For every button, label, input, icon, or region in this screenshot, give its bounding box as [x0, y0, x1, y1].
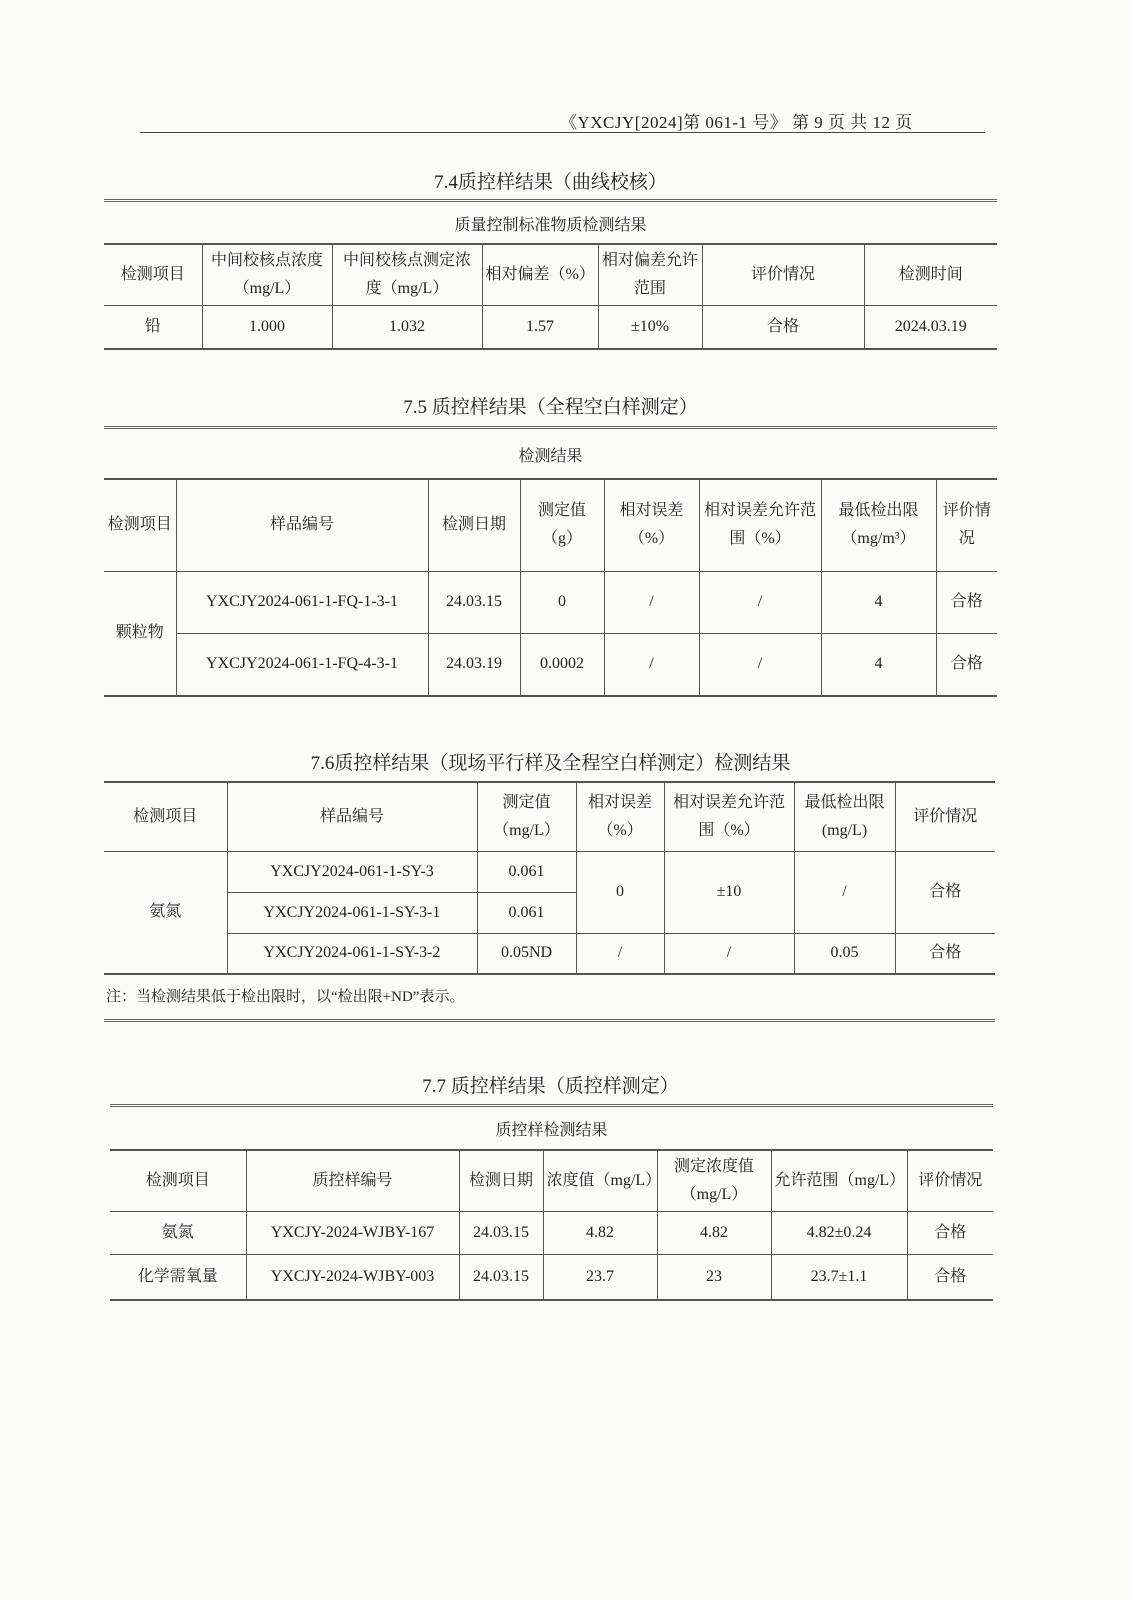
divider [104, 199, 997, 202]
cell: YXCJY2024-061-1-FQ-4-3-1 [176, 633, 428, 696]
page-header: 《YXCJY[2024]第 061-1 号》 第 9 页 共 12 页 [560, 113, 913, 132]
col-header: 相对偏差（%） [482, 244, 598, 306]
section-7-4-title: 7.4质控样结果（曲线校核） [434, 172, 667, 193]
table-row [110, 1212, 993, 1255]
table-7-7 [110, 1149, 993, 1301]
cell: 4.82 [657, 1212, 771, 1255]
table-7-6 [104, 781, 995, 975]
cell: 铅 [104, 306, 202, 349]
col-header: 测定浓度值（mg/L） [657, 1150, 771, 1212]
cell: 合格 [702, 306, 864, 349]
cell: 4.82±0.24 [771, 1212, 907, 1255]
col-header: 测定值（g） [520, 479, 604, 571]
cell: 23.7±1.1 [771, 1255, 907, 1300]
table-header-row [104, 244, 997, 306]
divider [110, 1104, 993, 1107]
cell: / [699, 633, 821, 696]
cell: YXCJY-2024-WJBY-003 [246, 1255, 459, 1300]
table-row [104, 306, 997, 349]
cell: YXCJY2024-061-1-SY-3-1 [227, 892, 477, 933]
cell: 0.0002 [520, 633, 604, 696]
table-row [110, 1255, 993, 1300]
divider [104, 426, 997, 429]
table-row [104, 633, 997, 696]
cell: 0 [520, 571, 604, 633]
cell: 合格 [936, 571, 997, 633]
col-header: 最低检出限(mg/L) [794, 782, 895, 851]
cell: 24.03.15 [459, 1255, 543, 1300]
col-header: 中间校核点浓度（mg/L） [202, 244, 332, 306]
cell: / [794, 851, 895, 933]
cell: ±10 [664, 851, 794, 933]
table-header-row [104, 479, 997, 571]
col-header: 检测项目 [104, 782, 227, 851]
cell: 0.061 [477, 851, 576, 892]
col-header: 评价情况 [907, 1150, 993, 1212]
cell: 24.03.19 [428, 633, 520, 696]
cell: YXCJY2024-061-1-SY-3-2 [227, 933, 477, 974]
cell-item: 颗粒物 [104, 571, 176, 696]
cell: YXCJY2024-061-1-SY-3 [227, 851, 477, 892]
col-header: 最低检出限（mg/m³） [821, 479, 936, 571]
col-header: 检测项目 [104, 479, 176, 571]
cell: 23 [657, 1255, 771, 1300]
col-header: 质控样编号 [246, 1150, 459, 1212]
cell: 合格 [907, 1212, 993, 1255]
table-7-5 [104, 478, 997, 697]
cell: 1.032 [332, 306, 482, 349]
section-7-7-title: 7.7 质控样结果（质控样测定） [422, 1076, 679, 1097]
cell: 1.000 [202, 306, 332, 349]
cell: 合格 [936, 633, 997, 696]
cell: 0.061 [477, 892, 576, 933]
col-header: 检测项目 [104, 244, 202, 306]
cell: 23.7 [543, 1255, 657, 1300]
cell: 24.03.15 [428, 571, 520, 633]
col-header: 相对误差允许范围（%） [664, 782, 794, 851]
col-header: 检测项目 [110, 1150, 246, 1212]
col-header: 允许范围（mg/L） [771, 1150, 907, 1212]
table-row [104, 933, 995, 974]
table-row [104, 851, 995, 892]
col-header: 样品编号 [227, 782, 477, 851]
cell: 0.05ND [477, 933, 576, 974]
table-row [104, 571, 997, 633]
table-header-row [110, 1150, 993, 1212]
cell: 2024.03.19 [864, 306, 997, 349]
table-header-row [104, 782, 995, 851]
section-7-4-subtitle: 质量控制标准物质检测结果 [454, 217, 647, 234]
table-note: 注：当检测结果低于检出限时，以“检出限+ND”表示。 [106, 989, 465, 1005]
cell: YXCJY2024-061-1-FQ-1-3-1 [176, 571, 428, 633]
section-7-5-title: 7.5 质控样结果（全程空白样测定） [403, 397, 698, 418]
cell: ±10% [598, 306, 702, 349]
col-header: 相对误差（%） [604, 479, 699, 571]
cell: 4.82 [543, 1212, 657, 1255]
cell: 0.05 [794, 933, 895, 974]
cell: 化学需氧量 [110, 1255, 246, 1300]
cell: 合格 [907, 1255, 993, 1300]
col-header: 评价情况 [895, 782, 995, 851]
col-header: 检测时间 [864, 244, 997, 306]
col-header: 测定值（mg/L） [477, 782, 576, 851]
col-header: 中间校核点测定浓度（mg/L） [332, 244, 482, 306]
col-header: 相对误差（%） [576, 782, 664, 851]
col-header: 相对偏差允许范围 [598, 244, 702, 306]
divider [104, 1019, 995, 1022]
section-7-7-subtitle: 质控样检测结果 [495, 1122, 608, 1139]
cell: 4 [821, 633, 936, 696]
cell: / [664, 933, 794, 974]
cell: 合格 [895, 851, 995, 933]
col-header: 评价情况 [936, 479, 997, 571]
header-divider [140, 132, 985, 133]
cell: / [604, 633, 699, 696]
col-header: 检测日期 [428, 479, 520, 571]
cell: 氨氮 [110, 1212, 246, 1255]
section-7-6-title: 7.6质控样结果（现场平行样及全程空白样测定）检测结果 [310, 753, 791, 774]
cell: / [699, 571, 821, 633]
cell: / [576, 933, 664, 974]
col-header: 评价情况 [702, 244, 864, 306]
col-header: 样品编号 [176, 479, 428, 571]
cell: / [604, 571, 699, 633]
col-header: 浓度值（mg/L） [543, 1150, 657, 1212]
col-header: 检测日期 [459, 1150, 543, 1212]
cell: YXCJY-2024-WJBY-167 [246, 1212, 459, 1255]
section-7-5-subtitle: 检测结果 [518, 448, 583, 465]
table-7-4 [104, 243, 997, 350]
cell: 合格 [895, 933, 995, 974]
cell: 1.57 [482, 306, 598, 349]
cell-item: 氨氮 [104, 851, 227, 974]
cell: 24.03.15 [459, 1212, 543, 1255]
cell: 4 [821, 571, 936, 633]
col-header: 相对误差允许范围（%） [699, 479, 821, 571]
cell: 0 [576, 851, 664, 933]
